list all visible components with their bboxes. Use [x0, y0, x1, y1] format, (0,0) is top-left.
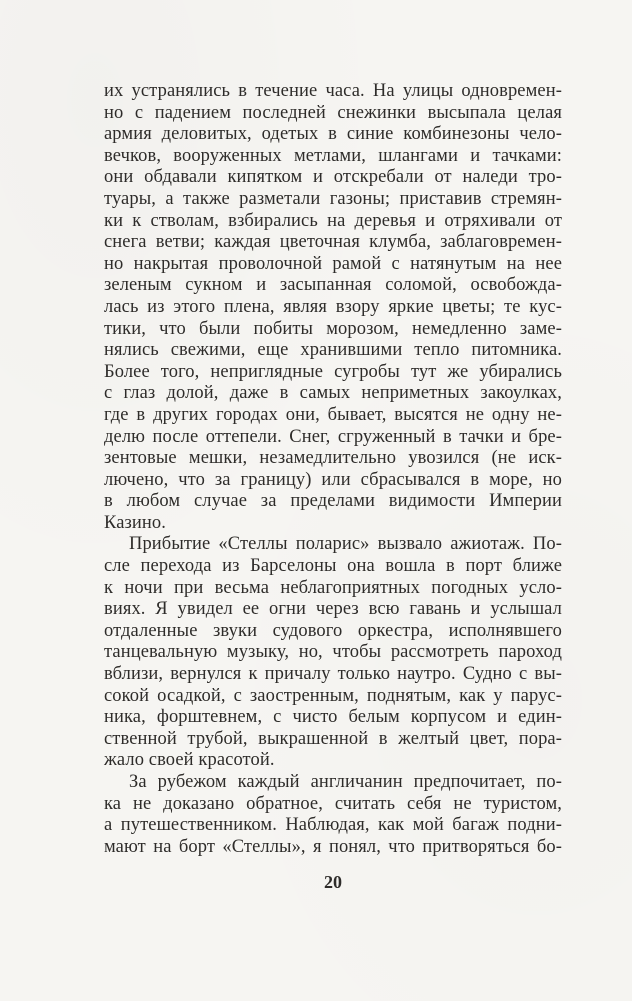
text-line: где в других городах они, бывает, высятся не одну не- [104, 404, 562, 425]
text-line: сле перехода из Барселоны она вошла в порт ближе [104, 556, 562, 577]
text-line: вечков, вооруженных метлами, шлангами и тачками: [104, 145, 562, 166]
text-line: снега ветви; каждая цветочная клумба, заблаговремен- [104, 232, 562, 253]
text-line: делю после оттепели. Снег, сгруженный в тачки и бре- [104, 426, 562, 447]
text-line: ственной трубой, выкрашенной в желтый цвет, пора- [104, 728, 562, 749]
text-line: вблизи, вернулся к причалу только наутро. Судно с вы- [104, 664, 562, 685]
text-line: ки к стволам, взбирались на деревья и отряхивали от [104, 210, 562, 231]
text-line: они обдавали кипятком и отскребали от наледи тро- [104, 167, 562, 188]
text-line: мают на борт «Стеллы», я понял, что притворяться бо- [104, 836, 562, 857]
text-line: но с падением последней снежинки высыпала целая [104, 102, 562, 123]
text-line: лючено, что за границу) или сбрасывался в море, но [104, 469, 562, 490]
text-line: туары, а также разметали газоны; приставив стремян- [104, 188, 562, 209]
text-line: а путешественником. Наблюдая, как мой багаж подни- [104, 815, 562, 836]
text-line: отдаленные звуки судового оркестра, исполнявшего [104, 620, 562, 641]
text-line: их устранялись в течение часа. На улицы одновремен- [104, 81, 562, 101]
text-line: сокой осадкой, с заостренным, поднятым, как у парус- [104, 685, 562, 706]
text-block [104, 81, 562, 858]
text-line: в любом случае за пределами видимости Империи [104, 491, 562, 512]
text-line: танцевальную музыку, но, чтобы рассмотреть пароход [104, 642, 562, 663]
text-line: жало своей красотой. [104, 750, 275, 771]
paragraph [104, 81, 562, 534]
text-line: к ночи при весьма неблагоприятных погодных усло- [104, 577, 562, 598]
text-line: армия деловитых, одетых в синие комбинезоны чело- [104, 124, 562, 145]
text-line: За рубежом каждый англичанин предпочитает, по- [129, 772, 562, 792]
text-line: Казино. [104, 512, 166, 533]
text-line: нялись свежими, еще хранившими тепло питомника. [104, 340, 562, 361]
text-line: тики, что были побиты морозом, немедленно заме- [104, 318, 562, 339]
text-line: с глаз долой, даже в самых неприметных закоулках, [104, 383, 562, 404]
text-line: но накрытая проволочной рамой с натянутым на нее [104, 253, 562, 274]
text-line: лась из этого плена, являя взору яркие цветы; те кус- [104, 296, 562, 317]
text-line: зентовые мешки, незамедлительно увозился (не иск- [104, 448, 562, 469]
page-number: 20 [324, 872, 342, 892]
text-line: зеленым сукном и засыпанная соломой, освобожда- [104, 275, 562, 296]
paragraph [104, 772, 562, 858]
text-line: виях. Я увидел ее огни через всю гавань и услышал [104, 599, 562, 620]
paragraph [104, 534, 562, 772]
text-line: ника, форштевнем, с чисто белым корпусом и един- [104, 707, 562, 728]
text-line: Более того, неприглядные сугробы тут же убирались [104, 361, 562, 382]
text-line: ка не доказано обратное, считать себя не туристом, [104, 793, 562, 814]
text-line: Прибытие «Стеллы поларис» вызвало ажиотаж. По- [129, 534, 562, 555]
